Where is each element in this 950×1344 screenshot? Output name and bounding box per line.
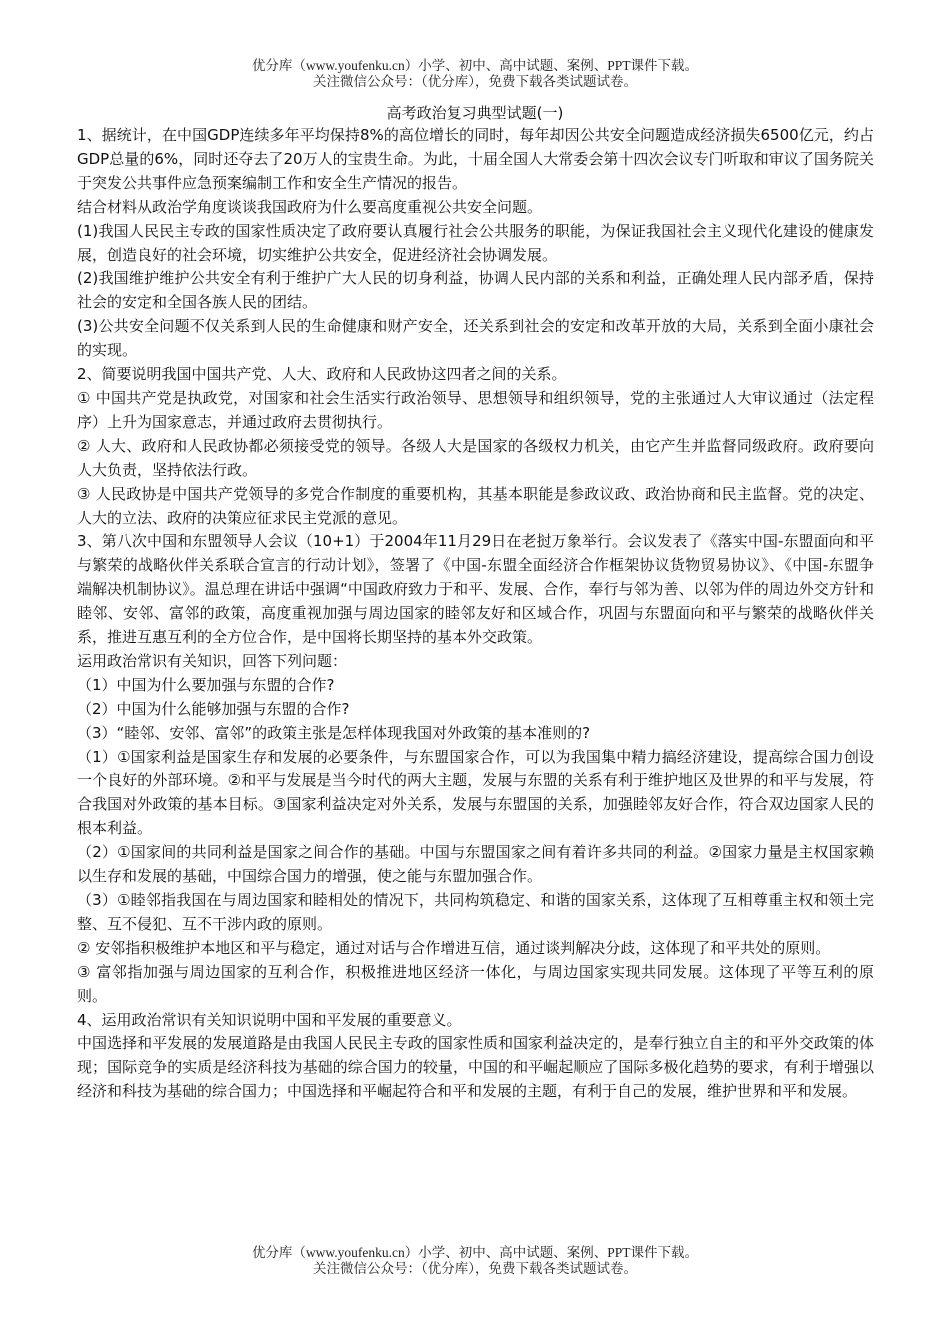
paragraph: （1）①国家利益是国家生存和发展的必要条件，与东盟国家合作，可以为我国集中精力搞经济建设，提高综合国力创设一个良好的外部环境。②和平与发展是当今时代的两大主题，发展与东盟的关系有利于维护地区及世界的和平与发展，符合我国对外政策的基本目标。③国家利益决定对外关系，发展与东盟国的关系，加强睦邻友好合作，符合双边国家人民的根本利益。 — [77, 747, 874, 838]
footer-line-1: 优分库（www.youfenku.cn）小学、初中、高中试题、案例、PPT课件下载。 — [251, 1245, 699, 1260]
paragraph: ③ 富邻指加强与周边国家的互利合作，积极推进地区经济一体化，与周边国家实现共同发展。这体现了平等互利的原则。 — [77, 962, 874, 1005]
paragraph: (2)我国维护维护公共安全有利于维护广大人民的切身利益，协调人民内部的关系和利益，正确处理人民内部矛盾，保持社会的安定和全国各族人民的团结。 — [77, 269, 874, 312]
paragraph: 运用政治常识有关知识，回答下列问题： — [77, 651, 348, 670]
paragraph: ② 安邻指积极维护本地区和平与稳定，通过对话与合作增进互信，通过谈判解决分歧，这体现了和平共处的原则。 — [77, 938, 831, 957]
header-line-2: 关注微信公众号：（优分库），免费下载各类试题试卷。 — [313, 74, 637, 89]
paragraph: (3)公共安全问题不仅关系到人民的生命健康和财产安全，还关系到社会的安定和改革开放的大局，关系到全面小康社会的实现。 — [77, 317, 874, 360]
paragraph: 2、简要说明我国中国共产党、人大、政府和人民政协这四者之间的关系。 — [77, 365, 567, 384]
paragraph: ② 人大、政府和人民政协都必须接受党的领导。各级人大是国家的各级权力机关，由它产生并监督同级政府。政府要向人大负责，坚持依法行政。 — [77, 436, 874, 479]
paragraph: （1）中国为什么要加强与东盟的合作? — [77, 675, 335, 694]
paragraph: （2）①国家间的共同利益是国家之间合作的基础。中国与东盟国家之间有着许多共同的利益。②国家力量是主权国家赖以生存和发展的基础，中国综合国力的增强，使之能与东盟加强合作。 — [77, 843, 874, 886]
page-header — [0, 58, 950, 90]
footer-line-2: 关注微信公众号：（优分库），免费下载各类试题试卷。 — [313, 1261, 637, 1276]
paragraph: 3、第八次中国和东盟领导人会议（10+1）于2004年11月29日在老挝万象举行。会议发表了《落实中国-东盟面向和平与繁荣的战略伙伴关系联合宣言的行动计划》，签署了《中国-东盟全面经济合作框架协议货物贸易协议》、《中国-东盟争端解决机制协议》。温总理在讲话中强调“中国政府致力于和平、发展、合作，奉行与邻为善、以邻为伴的周边外交方针和睦邻、安邻、富邻的政策，高度重视加强与周边国家的睦邻友好和区域合作，巩固与东盟面向和平与繁荣的战略伙伴关系，推进互惠互利的全方位合作，是中国将长期坚持的基本外交政策。 — [77, 532, 874, 647]
page-footer — [0, 1245, 950, 1277]
paragraph: (1)我国人民民主专政的国家性质决定了政府要认真履行社会公共服务的职能，为保证我国社会主义现代化建设的健康发展，创造良好的社会环境，切实维护公共安全，促进经济社会协调发展。 — [77, 221, 874, 264]
document-title: 高考政治复习典型试题(一) — [386, 104, 564, 122]
paragraph: 4、运用政治常识有关知识说明中国和平发展的重要意义。 — [77, 1010, 462, 1029]
paragraph: ③ 人民政协是中国共产党领导的多党合作制度的重要机构，其基本职能是参政议政、政治协商和民主监督。党的决定、人大的立法、政府的决策应征求民主党派的意见。 — [77, 484, 874, 527]
paragraph: （2）中国为什么能够加强与东盟的合作? — [77, 699, 350, 718]
paragraph: ① 中国共产党是执政党，对国家和社会生活实行政治领导、思想领导和组织领导，党的主张通过人大审议通过（法定程序）上升为国家意志，并通过政府去贯彻执行。 — [77, 388, 874, 431]
paragraph: 结合材料从政治学角度谈谈我国政府为什么要高度重视公共安全问题。 — [77, 197, 543, 216]
paragraph: （3）①睦邻指我国在与周边国家和睦相处的情况下，共同构筑稳定、和谐的国家关系，这体现了互相尊重主权和领土完整、互不侵犯、互不干涉内政的原则。 — [77, 891, 874, 933]
paragraph: 1、据统计，在中国GDP连续多年平均保持8%的高位增长的同时，每年却因公共安全问题造成经济损失6500亿元，约占GDP总量的6%，同时还夺去了20万人的宝贵生命。为此，十届全国人大常委会第十四次会议专门听取和审议了国务院关于突发公共事件应急预案编制工作和安全生产情况的报告。 — [77, 126, 874, 192]
paragraph: （3）“睦邻、安邻、富邻”的政策主张是怎样体现我国对外政策的基本准则的? — [77, 723, 591, 742]
document-body — [77, 124, 874, 1104]
header-line-1: 优分库（www.youfenku.cn）小学、初中、高中试题、案例、PPT课件下载。 — [251, 58, 699, 73]
paragraph: 中国选择和平发展的发展道路是由我国人民民主专政的国家性质和国家利益决定的，是奉行独立自主的和平外交政策的体现；国际竞争的实质是经济科技为基础的综合国力的较量，中国的和平崛起顺应了国际多极化趋势的要求，有利于增强以经济和科技为基础的综合国力；中国选择和平崛起符合和平和发展的主题，有利于自己的发展，维护世界和平和发展。 — [77, 1034, 874, 1101]
